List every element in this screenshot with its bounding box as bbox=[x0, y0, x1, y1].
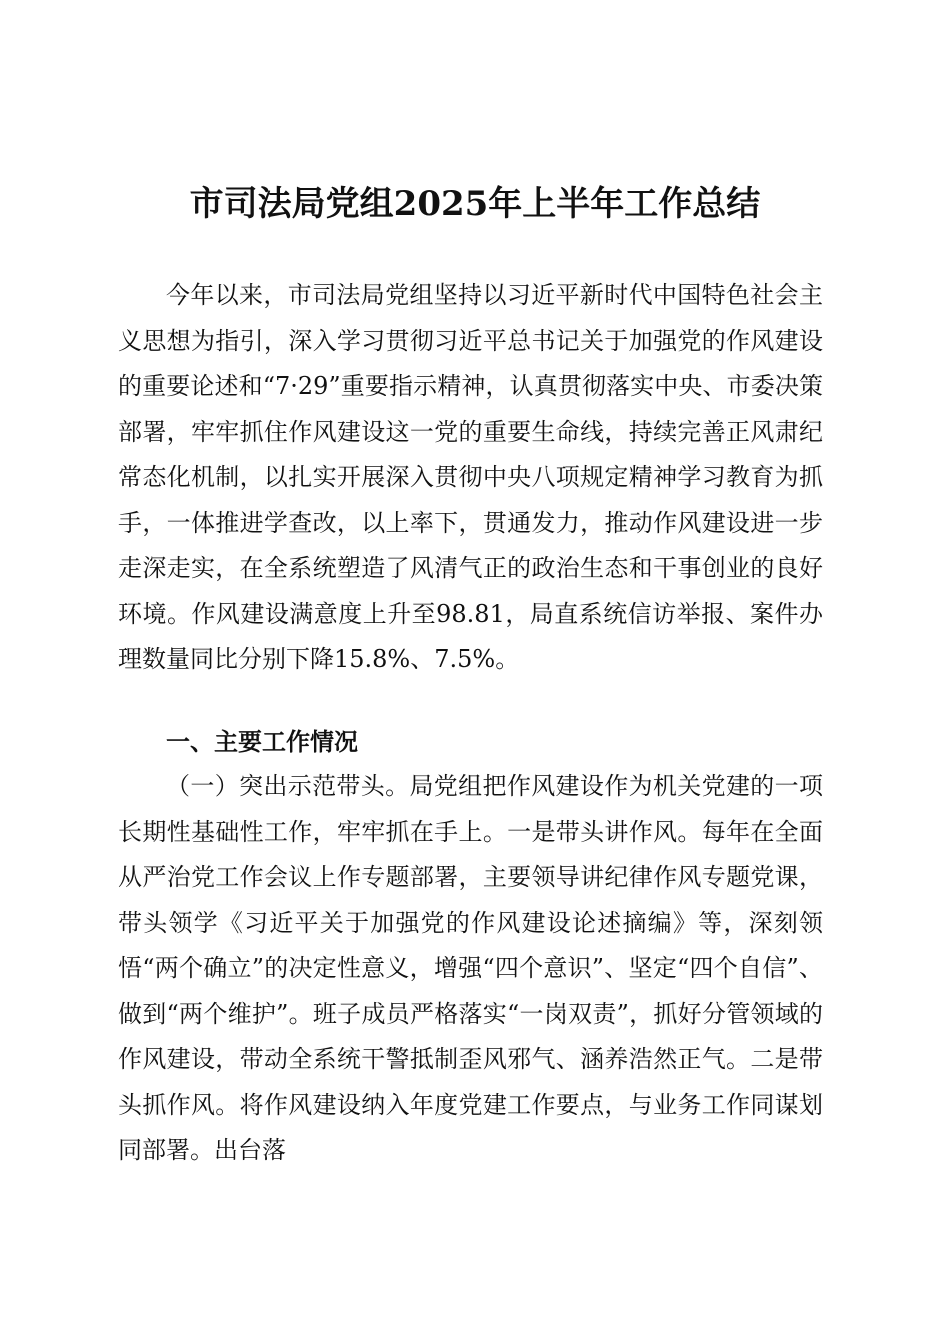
document-title: 市司法局党组2025年上半年工作总结 bbox=[189, 184, 761, 224]
section-paragraph: （一）突出示范带头。局党组把作风建设作为机关党建的一项长期性基础性工作，牢牢抓在手上。一是带头讲作风。每年在全面从严治党工作会议上作专题部署，主要领导讲纪律作风专题党课，带头领学《习近平关于加强党的作风建设论述摘编》等，深刻领悟“两个确立”的决定性意义，增强“四个意识”、坚定“四个自信”、做到“两个维护”。班子成员严格落实“一岗双责”，抓好分管领域的作风建设，带动全系统干警抵制歪风邪气、涵养浩然正气。二是带头抓作风。将作风建设纳入年度党建工作要点，与业务工作同谋划同部署。出台落 bbox=[118, 772, 823, 1164]
intro-paragraph: 今年以来，市司法局党组坚持以习近平新时代中国特色社会主义思想为指引，深入学习贯彻习近平总书记关于加强党的作风建设的重要论述和“7·29”重要指示精神，认真贯彻落实中央、市委决策部署，牢牢抓住作风建设这一党的重要生命线，持续完善正风肃纪常态化机制，以扎实开展深入贯彻中央八项规定精神学习教育为抓手，一体推进学查改，以上率下，贯通发力，推动作风建设进一步走深走实，在全系统塑造了风清气正的政治生态和干事创业的良好环境。作风建设满意度上升至98.81，局直系统信访举报、案件办理数量同比分别下降15.8%、7.5%。 bbox=[118, 281, 823, 673]
section-heading: 一、主要工作情况 bbox=[166, 728, 358, 756]
